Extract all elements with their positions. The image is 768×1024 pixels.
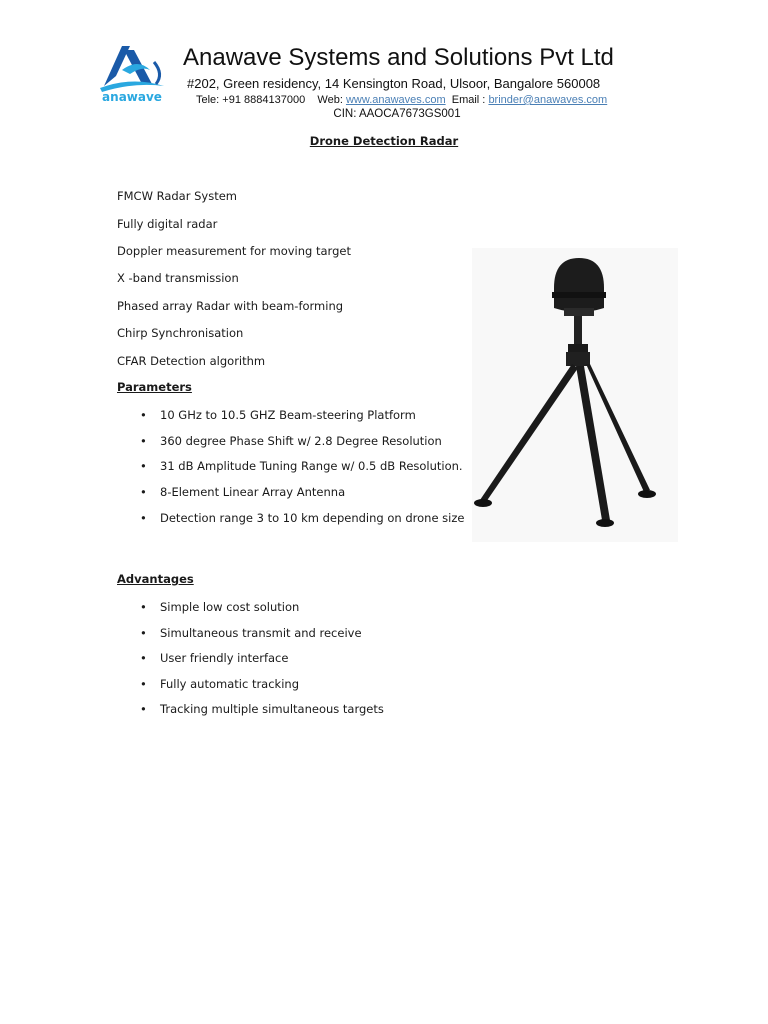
feature-item: Doppler measurement for moving target [117,244,351,258]
cin-number: CIN: AAOCA7673GS001 [333,108,461,120]
bullet-icon: • [140,626,147,640]
feature-item: Phased array Radar with beam-forming [117,299,344,313]
feature-item: FMCW Radar System [117,189,237,203]
advantage-text: User friendly interface [160,651,289,665]
advantage-item [140,677,299,691]
website-link[interactable]: www.anawaves.com [345,94,446,106]
company-address: #202, Green residency, 14 Kensington Road, Ulsoor, Bangalore 560008 [187,76,601,91]
logo-wordmark: anawave [102,90,162,104]
web-label: Web: [317,94,343,106]
advantage-item [140,600,299,614]
parameter-text: 10 GHz to 10.5 GHZ Beam-steering Platform [160,408,416,422]
parameters-heading: Parameters [117,380,192,394]
parameter-item [140,408,416,422]
bullet-icon: • [140,702,147,716]
radar-tripod-image [472,248,678,542]
advantage-item [140,702,384,716]
company-name: Anawave Systems and Solutions Pvt Ltd [183,44,614,71]
document-title: Drone Detection Radar [309,134,459,148]
email-label: Email : [451,94,486,106]
parameter-item [140,511,464,525]
email-link[interactable]: brinder@anawaves.com [488,94,608,106]
bullet-icon: • [140,677,147,691]
parameter-text: 31 dB Amplitude Tuning Range w/ 0.5 dB Resolution. [160,459,463,473]
bullet-icon: • [140,434,147,448]
advantage-text: Tracking multiple simultaneous targets [160,702,384,716]
contact-line [196,94,607,106]
bullet-icon: • [140,511,147,525]
parameter-item [140,459,463,473]
feature-item: Chirp Synchronisation [117,326,244,340]
company-logo [94,40,170,106]
telephone: Tele: +91 8884137000 [196,94,306,106]
bullet-icon: • [140,651,147,665]
advantage-item [140,651,288,665]
advantage-text: Simple low cost solution [160,600,300,614]
advantages-heading: Advantages [117,572,194,586]
parameter-text: 8-Element Linear Array Antenna [160,485,346,499]
feature-item: Fully digital radar [117,217,218,231]
bullet-icon: • [140,600,147,614]
cin-line [0,108,768,120]
feature-item: X -band transmission [117,271,239,285]
parameter-text: Detection range 3 to 10 km depending on drone size [160,511,465,525]
parameter-item [140,434,442,448]
bullet-icon: • [140,408,147,422]
advantage-text: Fully automatic tracking [160,677,299,691]
bullet-icon: • [140,485,147,499]
advantage-item [140,626,362,640]
parameter-text: 360 degree Phase Shift w/ 2.8 Degree Resolution [160,434,442,448]
feature-item: CFAR Detection algorithm [117,354,266,368]
parameter-item [140,485,345,499]
advantage-text: Simultaneous transmit and receive [160,626,362,640]
bullet-icon: • [140,459,147,473]
